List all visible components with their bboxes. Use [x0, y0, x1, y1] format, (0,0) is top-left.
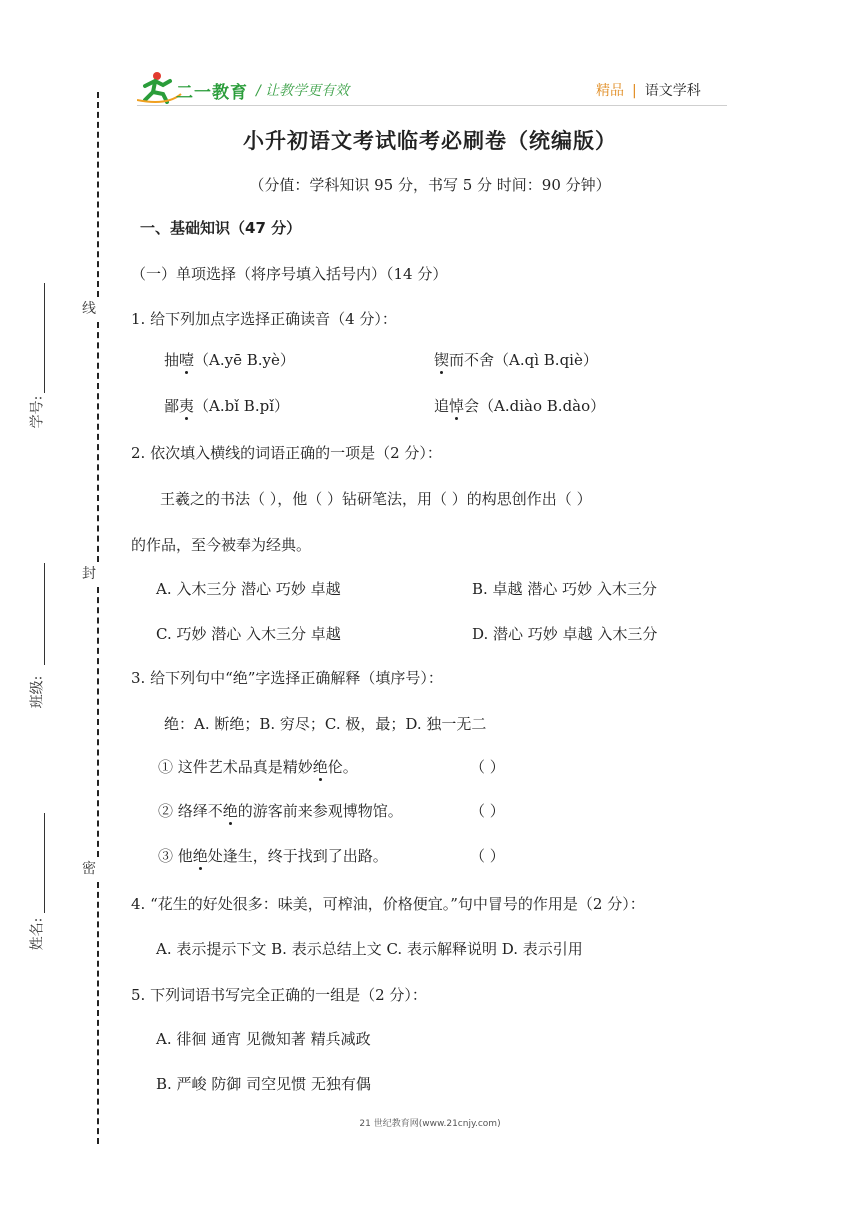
q1-stem: 1. 给下列加点字选择正确读音（4 分）： [131, 310, 397, 328]
q5-stem: 5. 下列词语书写完全正确的一组是（2 分）： [131, 986, 427, 1004]
quality-label: 精品 [596, 83, 624, 99]
q2-option-d: D. 潜心 巧妙 卓越 入木三分 [472, 625, 658, 643]
binding-dash-2 [97, 322, 99, 562]
slogan: / 让教学更有效 [256, 83, 350, 99]
margin-char-feng: 封 [82, 566, 96, 582]
q3-blank-1: （ ） [470, 758, 505, 776]
binding-dash-3 [97, 587, 99, 857]
part-heading: （一）单项选择（将序号填入括号内）（14 分） [131, 265, 448, 283]
name-line [44, 813, 45, 913]
q2-stem: 2. 依次填入横线的词语正确的一项是（2 分）： [131, 444, 442, 462]
q3-sentence-3: ③ 他绝处逢生，终于找到了出路。 [158, 847, 388, 865]
q1-item-1: 抽噎（A.yē B.yè） [164, 351, 295, 369]
logo-text: 二一教育 [176, 83, 248, 103]
q3-sentence-2: ② 络绎不绝的游客前来参观博物馆。 [158, 802, 403, 820]
q4-stem: 4. “花生的好处很多：味美，可榨油，价格便宜。”句中冒号的作用是（2 分）： [131, 895, 645, 913]
q1-item-3: 鄙夷（A.bǐ B.pǐ） [164, 397, 289, 415]
subject-label: 语文学科 [644, 83, 701, 99]
page-subtitle: （分值：学科知识 95 分，书写 5 分 时间：90 分钟） [249, 176, 611, 194]
class-label: 班级: [29, 675, 46, 709]
class-line [44, 563, 45, 665]
q3-blank-3: （ ） [470, 847, 505, 865]
q5-option-a: A. 徘徊 通宵 见微知著 精兵减政 [156, 1030, 371, 1048]
q2-option-c: C. 巧妙 潜心 入木三分 卓越 [156, 625, 341, 643]
header-subject [596, 80, 701, 100]
page-title: 小升初语文考试临考必刷卷（统编版） [243, 129, 617, 153]
student-id-label: 学号: [29, 395, 46, 429]
binding-dash-4 [97, 882, 99, 1144]
q4-options: A. 表示提示下文 B. 表示总结上文 C. 表示解释说明 D. 表示引用 [156, 940, 583, 958]
q3-stem: 3. 给下列句中“绝”字选择正确解释（填序号）： [131, 669, 443, 687]
q3-blank-2: （ ） [470, 802, 505, 820]
q5-option-b: B. 严峻 防御 司空见惯 无独有偶 [156, 1075, 371, 1093]
margin-char-mi: 密 [82, 861, 96, 877]
q2-option-a: A. 入木三分 潜心 巧妙 卓越 [156, 580, 341, 598]
header-rule [137, 105, 727, 106]
section-heading: 一、基础知识（47 分） [140, 219, 302, 237]
q1-item-4: 追悼会（A.diào B.dào） [434, 397, 606, 415]
q2-line-1: 王羲之的书法（ ），他（ ）钻研笔法，用（ ）的构思创作出（ ） [160, 490, 592, 508]
q2-option-b: B. 卓越 潜心 巧妙 入木三分 [472, 580, 657, 598]
q1-item-2: 锲而不舍（A.qì B.qiè） [434, 351, 598, 369]
margin-char-xian: 线 [82, 301, 96, 317]
name-label: 姓名: [29, 917, 46, 951]
header-separator: | [632, 83, 637, 99]
q3-sentence-1: ① 这件艺术品真是精妙绝伦。 [158, 758, 358, 776]
q3-meanings: 绝：A. 断绝；B. 穷尽；C. 极，最；D. 独一无二 [164, 715, 487, 733]
student-id-line [44, 283, 45, 393]
page-footer: 21 世纪教育网(www.21cnjy.com) [359, 1119, 501, 1129]
q2-line-2: 的作品，至今被奉为经典。 [131, 536, 312, 554]
